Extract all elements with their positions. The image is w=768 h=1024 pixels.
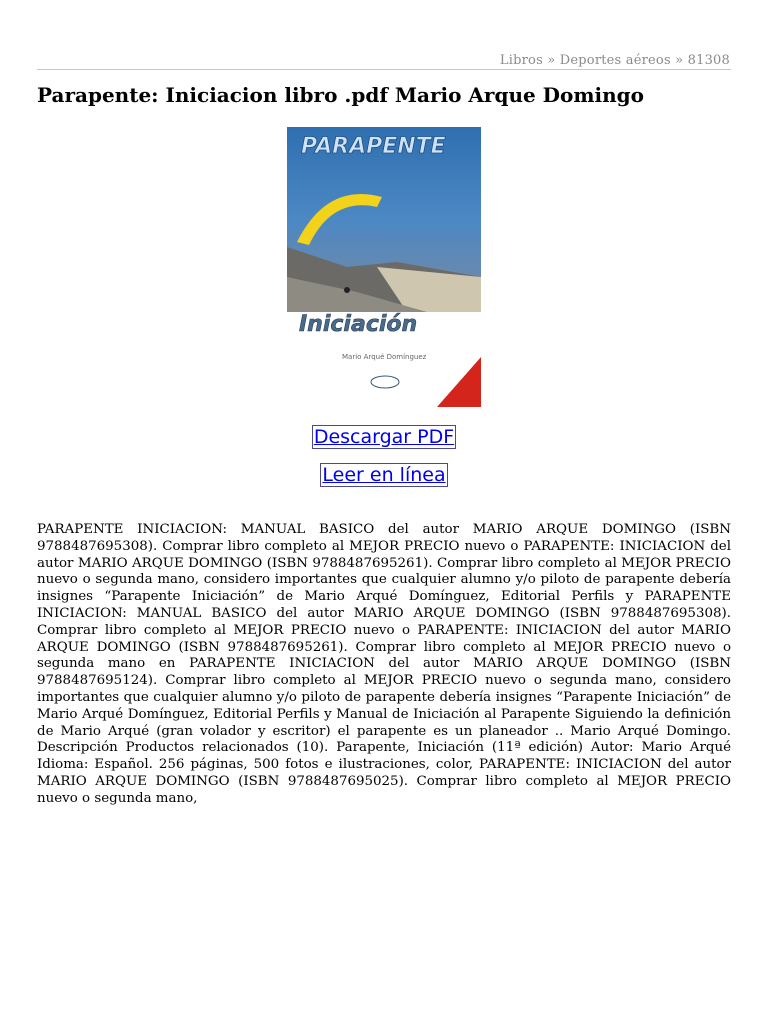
- header-divider: [37, 69, 731, 70]
- cover-author: Mario Arqué Domínguez: [342, 353, 427, 361]
- cover-title-bottom: Iniciación: [299, 312, 418, 337]
- book-description: PARAPENTE INICIACION: MANUAL BASICO del autor MARIO ARQUE DOMINGO (ISBN 9788487695308). Comprar libro completo al MEJOR PRECIO nuevo o PARAPENTE: INICIACION del autor MARIO ARQUE DOMINGO (ISBN 9788487695261). Comprar libro completo al MEJOR PRECIO nuevo o segunda mano, considero importantes que cualquier alumno y/o piloto de parapente debería insignes “Parapente Iniciación” de Mario Arqué Domínguez, Editorial Perfils y PARAPENTE INICIACION: MANUAL BASICO del autor MARIO ARQUE DOMINGO (ISBN 9788487695308). Comprar libro completo al MEJOR PRECIO nuevo o PARAPENTE: INICIACION del autor MARIO ARQUE DOMINGO (ISBN 9788487695261). Comprar libro completo al MEJOR PRECIO nuevo o segunda mano en PARAPENTE INICIACION del autor MARIO ARQUE DOMINGO (ISBN 9788487695124). Comprar libro completo al MEJOR PRECIO nuevo o segunda mano, considero importantes que cualquier alumno y/o piloto de parapente debería insignes “Parapente Iniciación” de Mario Arqué Domínguez, Editorial Perfils y Manual de Iniciación al Parapente Siguiendo la definición de Mario Arqué (gran volador y escritor) el parapente es un planeador .. Mario Arqué Domingo. Descripción Productos relacionados (10). Parapente, Iniciación (11ª edición) Autor: Mario Arqué Idioma: Español. 256 páginas, 500 fotos e ilustraciones, color, PARAPENTE: INICIACION del autor MARIO ARQUE DOMINGO (ISBN 9788487695025). Comprar libro completo al MEJOR PRECIO nuevo o segunda mano,: [37, 522, 731, 806]
- cover-title-top: PARAPENTE: [301, 134, 446, 159]
- download-pdf-link[interactable]: Descargar PDF: [313, 426, 455, 448]
- breadcrumb[interactable]: Libros » Deportes aéreos » 81308: [499, 53, 730, 68]
- book-cover-image: [287, 127, 481, 407]
- read-online-link[interactable]: Leer en línea: [322, 464, 446, 486]
- page-title: Parapente: Iniciacion libro .pdf Mario Arque Domingo: [37, 83, 644, 107]
